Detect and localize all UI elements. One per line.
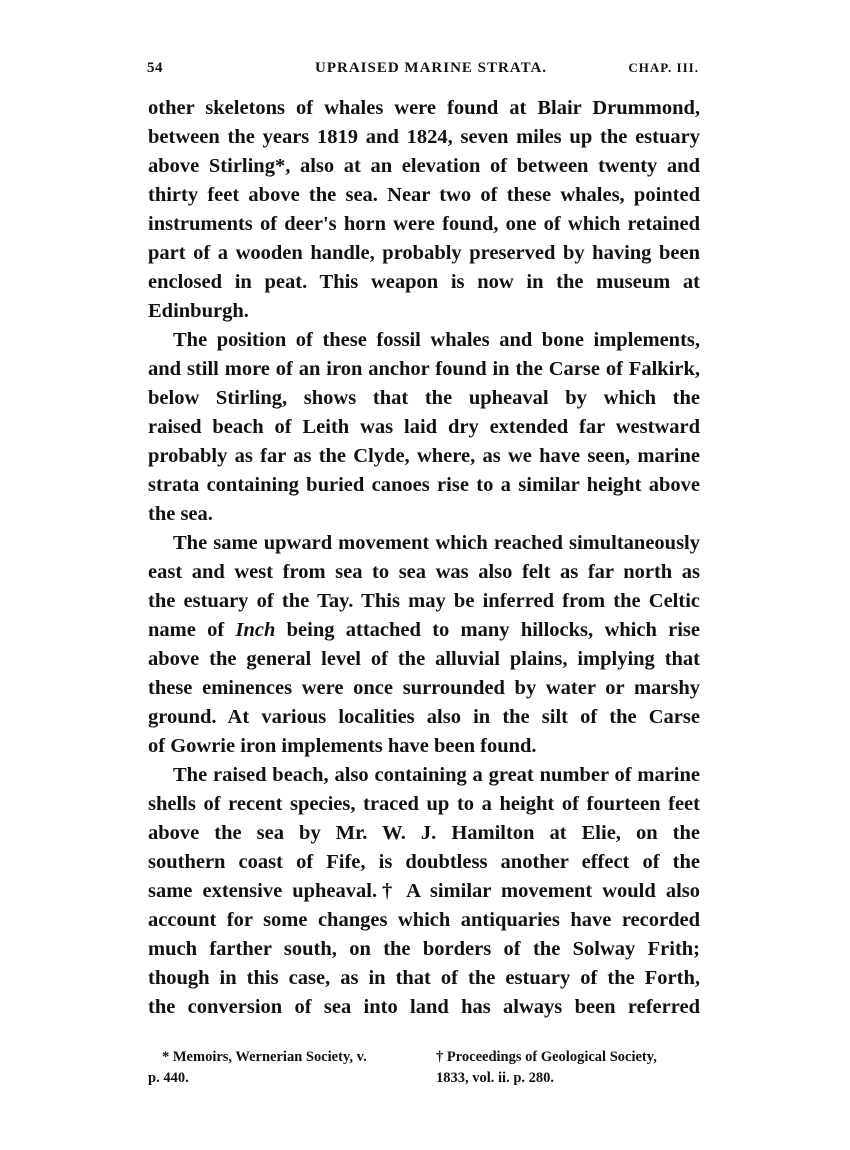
footnote-line: † Proceedings of Geological Society, — [436, 1049, 657, 1065]
text-line: much farther south, on the borders of the Solway Frith; — [148, 938, 700, 960]
footnote-line: * Memoirs, Wernerian Society, v. — [162, 1049, 367, 1065]
text-line: above the sea by Mr. W. J. Hamilton at Elie, on the — [148, 822, 700, 844]
text-line: account for some changes which antiquaries have recorded — [148, 909, 700, 931]
text-line: strata containing buried canoes rise to a similar height above — [148, 474, 700, 496]
text-line: though in this case, as in that of the estuary of the Forth, — [148, 967, 700, 989]
text-line: below Stirling, shows that the upheaval by which the — [148, 387, 700, 409]
running-head — [147, 60, 699, 82]
footnote-proceedings — [436, 1047, 700, 1089]
text-line: thirty feet above the sea. Near two of these whales, pointed — [148, 184, 700, 206]
text-line: east and west from sea to sea was also felt as far north as — [148, 561, 700, 583]
footnote-line: p. 440. — [148, 1070, 189, 1086]
text-line: these eminences were once surrounded by water or marshy — [148, 677, 700, 699]
text-line: between the years 1819 and 1824, seven miles up the estuary — [148, 126, 700, 148]
text-line: shells of recent species, traced up to a height of fourteen feet — [148, 793, 700, 815]
text-line: ground. At various localities also in the silt of the Carse — [148, 706, 700, 728]
text-line: of Gowrie iron implements have been found. — [148, 735, 537, 757]
text-line: other skeletons of whales were found at Blair Drummond, — [148, 97, 700, 119]
text-line: same extensive upheaval.† A similar movement would also — [148, 880, 700, 902]
text-fragment: being attached to many hillocks, which rise — [286, 619, 700, 641]
text-line: southern coast of Fife, is doubtless another effect of the — [148, 851, 700, 873]
body-text — [148, 94, 700, 1022]
chapter-label: CHAP. III. — [628, 60, 699, 75]
text-line: and still more of an iron anchor found in the Carse of Falkirk, — [148, 358, 700, 380]
text-line: above Stirling*, also at an elevation of between twenty and — [148, 155, 700, 177]
running-title: UPRAISED MARINE STRATA. — [315, 60, 548, 76]
text-line: The same upward movement which reached simultaneously — [173, 532, 700, 554]
text-fragment: name of — [148, 619, 225, 641]
footnote-line: 1833, vol. ii. p. 280. — [436, 1070, 555, 1086]
text-line-with-italic — [148, 616, 700, 645]
footnote-memoirs — [148, 1047, 428, 1089]
text-line: raised beach of Leith was laid dry extended far westward — [148, 416, 700, 438]
text-line: above the general level of the alluvial plains, implying that — [148, 648, 700, 670]
text-line: the conversion of sea into land has always been referred — [148, 996, 700, 1018]
footnotes — [148, 1047, 700, 1097]
text-line: The position of these fossil whales and bone implements, — [173, 329, 700, 351]
text-line: probably as far as the Clyde, where, as we have seen, marine — [148, 445, 700, 467]
italic-word: Inch — [235, 619, 276, 641]
text-line: part of a wooden handle, probably preserved by having been — [148, 242, 700, 264]
text-line: the estuary of the Tay. This may be inferred from the Celtic — [148, 590, 700, 612]
text-line: instruments of deer's horn were found, one of which retained — [148, 213, 700, 235]
page-number: 54 — [147, 60, 163, 76]
text-line: Edinburgh. — [148, 300, 249, 322]
text-line: enclosed in peat. This weapon is now in the museum at — [148, 271, 700, 293]
text-line: The raised beach, also containing a great number of marine — [173, 764, 700, 786]
text-line: the sea. — [148, 503, 213, 525]
